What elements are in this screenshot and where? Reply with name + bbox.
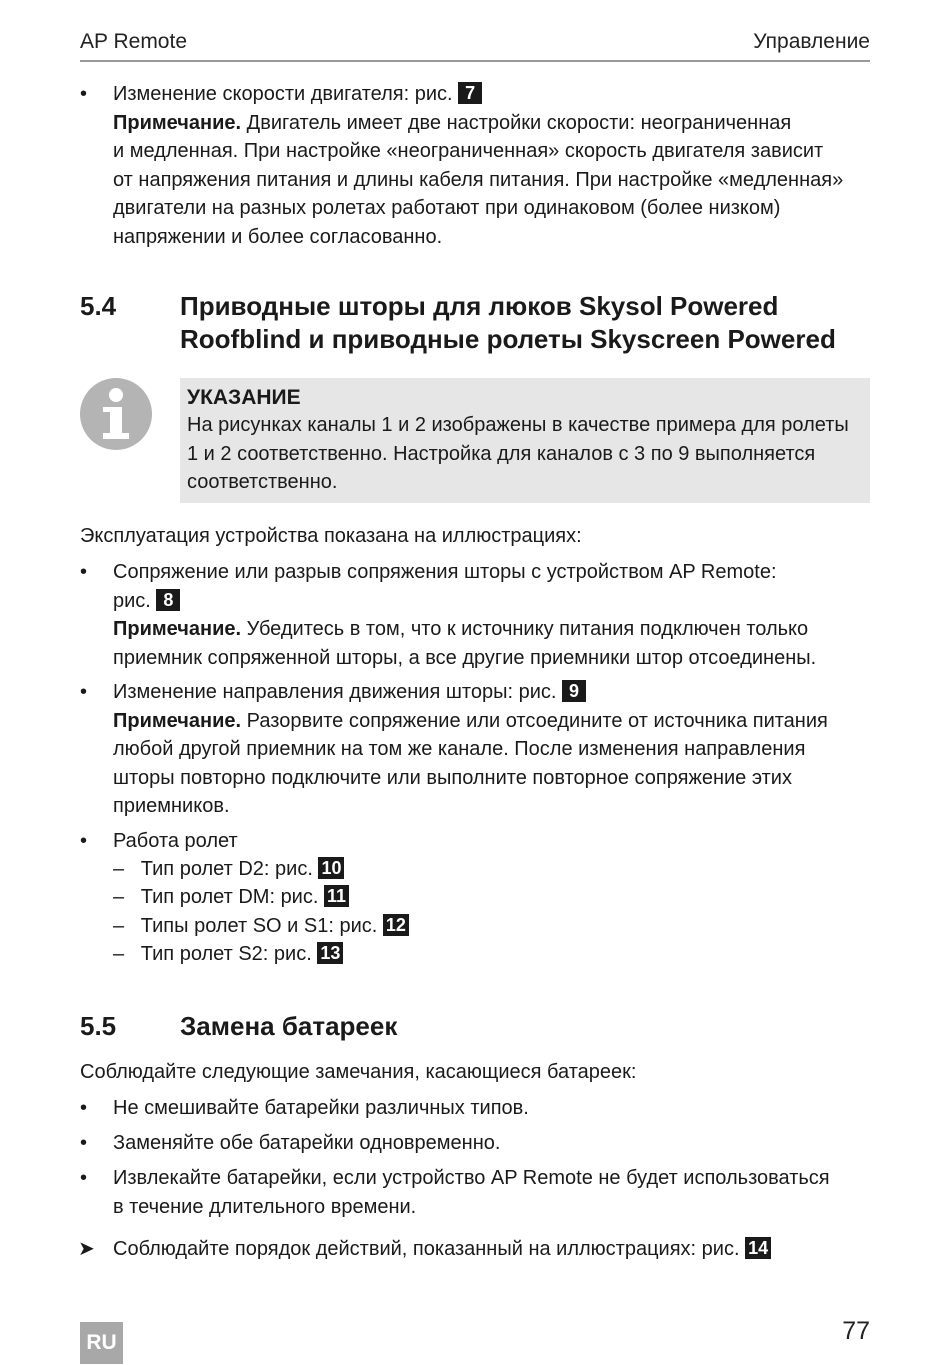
operation-intro: Эксплуатация устройства показана на иллюстрациях: <box>80 525 582 547</box>
notice-box <box>180 378 870 503</box>
bullet-marker: • <box>80 83 88 105</box>
bullet-marker: • <box>80 830 88 852</box>
speed-note-line-5: напряжении и более согласованно. <box>113 225 443 248</box>
figure-ref-14: 14 <box>745 1237 771 1259</box>
speed-item-text: Изменение скорости двигателя: рис. <box>113 83 453 105</box>
sub-item-so-s1: – Типы ролет SO и S1: рис. 12 <box>113 912 409 941</box>
figure-ref-9: 9 <box>562 680 586 702</box>
battery-bullet-2: Заменяйте обе батарейки одновременно. <box>113 1132 501 1154</box>
note-label: Примечание. <box>113 111 242 134</box>
section-number: 5.4 <box>80 291 117 321</box>
figure-ref-12: 12 <box>383 914 409 936</box>
section-5-4-heading <box>80 290 880 360</box>
pairing-item: Сопряжение или разрыв сопряжения шторы с устройством AP Remote: рис. 8 Примечание. Убедитесь в том, что к источнику питания подключен только приемник сопряженной шторы, а все другие приемники штор отсоединены. <box>113 561 817 669</box>
sub-item-s2: – Тип ролет S2: рис. 13 <box>113 940 343 969</box>
action-arrow-icon: ➤ <box>78 1238 95 1260</box>
header-product: AP Remote <box>80 30 187 53</box>
figure-ref-10: 10 <box>318 857 344 879</box>
speed-note-line-3: от напряжения питания и длины кабеля питания. При настройке «медленная» <box>113 168 844 191</box>
bullet-marker: • <box>80 1132 88 1154</box>
speed-note-line-1: Примечание. Двигатель имеет две настройки скорости: неограниченная <box>113 111 792 134</box>
header-chapter: Управление <box>753 30 870 53</box>
language-badge: RU <box>80 1322 123 1364</box>
sub-item-dm: – Тип ролет DM: рис. 11 <box>113 883 349 912</box>
info-icon <box>80 378 152 450</box>
bullet-marker: • <box>80 1097 88 1119</box>
figure-ref-8: 8 <box>156 589 180 611</box>
bullet-marker: • <box>80 681 88 703</box>
notice-text: На рисунках каналы 1 и 2 изображены в качестве примера для ролеты 1 и 2 соответственно. Настройка для каналов с 3 по 9 выполняется соответственно. <box>187 414 849 493</box>
figure-ref-11: 11 <box>324 885 349 907</box>
speed-note-line-2: и медленная. При настройке «неограниченная» скорость двигателя зависит <box>113 140 824 162</box>
operation-item: Работа ролет <box>113 830 238 852</box>
battery-bullet-3: Извлекайте батарейки, если устройство AP Remote не будет использоваться в течение длительного времени. <box>113 1167 830 1218</box>
section-title: Приводные шторы для люков Skysol Powered Roofblind и приводные ролеты Skyscreen Powered <box>180 291 836 354</box>
page-header <box>80 30 870 62</box>
note-label: Примечание. <box>113 709 242 732</box>
speed-item-line <box>113 80 873 109</box>
bullet-marker: • <box>80 561 88 583</box>
section-number: 5.5 <box>80 1011 117 1041</box>
figure-ref-13: 13 <box>317 942 343 964</box>
battery-bullet-1: Не смешивайте батарейки различных типов. <box>113 1097 529 1119</box>
bullet-marker: • <box>80 1167 88 1189</box>
direction-item: Изменение направления движения шторы: рис. 9 Примечание. Разорвите сопряжение или отсоедините от источника питания любой другой приемник на том же канале. После изменения направления шторы повторно подключите или выполните повторное сопряжение этих приемников. <box>113 681 828 817</box>
figure-ref-7: 7 <box>458 82 482 104</box>
battery-action: Соблюдайте порядок действий, показанный на иллюстрациях: рис. 14 <box>113 1235 771 1264</box>
section-title: Замена батареек <box>180 1011 398 1041</box>
speed-item <box>113 80 873 251</box>
sub-item-d2: – Тип ролет D2: рис. 10 <box>113 855 344 884</box>
note-label: Примечание. <box>113 618 242 640</box>
section-5-5-heading <box>80 1010 880 1046</box>
speed-note-line-4: двигатели на разных ролетах работают при одинаковом (более низком) <box>113 197 781 219</box>
notice-title: УКАЗАНИЕ <box>187 386 301 409</box>
page-number: 77 <box>842 1317 870 1345</box>
battery-intro: Соблюдайте следующие замечания, касающиеся батареек: <box>80 1061 637 1083</box>
